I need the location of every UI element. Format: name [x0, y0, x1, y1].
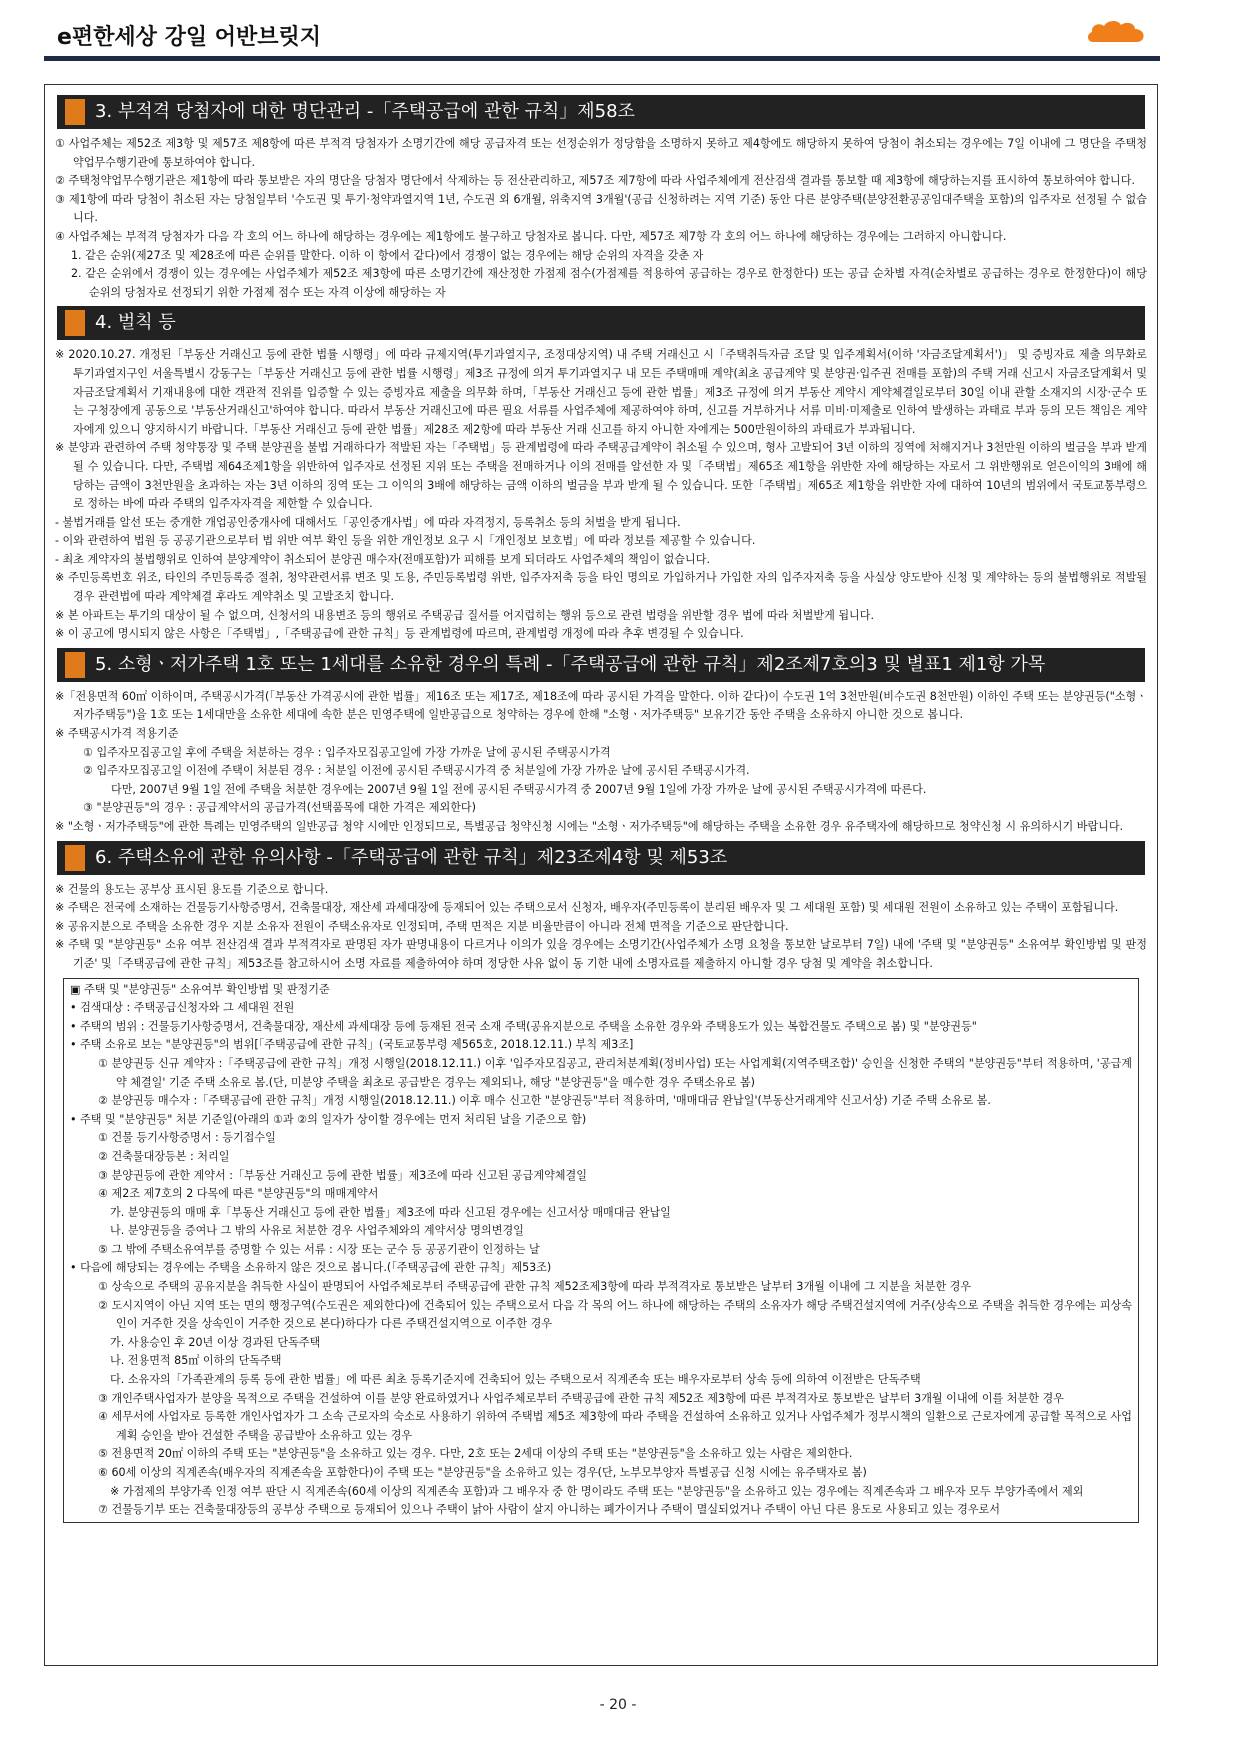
notice-line: ④ 세무서에 사업자로 등록한 개인사업자가 그 소속 근로자의 숙소로 사용하기 위하여 주택법 제5조 제3항에 따라 주택을 건설하여 소유하고 있거나 사업주체가 정부시책의 일환으로 근로자에게 공급할 목적으로 사업계획 승인을 받아 건설한 주택을 공급받아 소유하고 있는 경우 [98, 1410, 1132, 1442]
notice-line: ① 건물 등기사항증명서 : 등기접수일 [98, 1131, 276, 1145]
notice-line: ▣ 주택 및 "분양권등" 소유여부 확인방법 및 판정기준 [70, 982, 330, 996]
notice-line: • 다음에 해당되는 경우에는 주택을 소유하지 않은 것으로 봅니다.(「주택공급에 관한 규칙」제53조) [70, 1261, 552, 1275]
notice-line: 나. 전용면적 85㎡ 이하의 단독주택 [110, 1354, 282, 1368]
notice-line: • 주택 및 "분양권등" 처분 기준일(아래의 ①과 ②의 일자가 상이할 경우에는 먼저 처리된 날을 기준으로 함) [70, 1112, 587, 1126]
notice-line: ③ 개인주택사업자가 분양을 목적으로 주택을 건설하여 이를 분양 완료하였거나 사업주체로부터 주택공급에 관한 규칙 제52조 제3항에 따른 부적격자로 통보받은 날부터 3개월 이내에 이를 처분한 경우 [98, 1391, 1064, 1405]
header-underline [44, 56, 1160, 61]
section-body [55, 881, 1147, 974]
notice-line: 가. 사용승인 후 20년 이상 경과된 단독주택 [110, 1335, 321, 1349]
notice-line: ④ 사업주체는 부적격 당첨자가 다음 각 호의 어느 하나에 해당하는 경우에는 제1항에도 불구하고 당첨자로 봅니다. 다만, 제57조 제7항 각 호의 어느 하나에 해당하는 경우에는 그러하지 아니합니다. [55, 229, 1007, 243]
notice-line: ※ 이 공고에 명시되지 않은 사항은「주택법」,「주택공급에 관한 규칙」등 관계법령에 따르며, 관계법령 개정에 따라 추후 변경될 수 있습니다. [55, 627, 744, 641]
notice-line: ⑦ 건물등기부 또는 건축물대장등의 공부상 주택으로 등재되어 있으나 주택이 낡아 사람이 살지 아니하는 폐가이거나 주택이 멸실되었거나 주택이 아닌 다른 용도로 사용되고 있는 경우로서 [98, 1503, 1000, 1517]
notice-line: • 주택의 범위 : 건물등기사항증명서, 건축물대장, 재산세 과세대장 등에 등재된 전국 소재 주택(공유지분으로 주택을 소유한 경우와 주택용도가 있는 복합건물도 주택으로 봄) 및 "분양권등" [70, 1019, 977, 1033]
notice-line: ③ 제1항에 따라 당첨이 취소된 자는 당첨일부터 '수도권 및 투기·청약과열지역 1년, 수도권 외 6개월, 위축지역 3개월'(공급 신청하려는 지역 기준) 동안 다른 분양주택(분양전환공공임대주택을 포함)의 입주자로 선정될 수 없습니다. [55, 192, 1147, 225]
section-heading: 5. 소형ㆍ저가주택 1호 또는 1세대를 소유한 경우의 특례 -「주택공급에 관한 규칙」제2조제7호의3 및 별표1 제1항 가목 [57, 648, 1145, 682]
notice-line: • 주택 소유로 보는 "분양권등"의 범위[「주택공급에 관한 규칙」(국토교통부령 제565호, 2018.12.11.) 부칙 제3조] [70, 1038, 634, 1052]
notice-line: - 불법거래를 알선 또는 중개한 개업공인중개사에 대해서도「공인중개사법」에 따라 자격정지, 등록취소 등의 처벌을 받게 됩니다. [55, 515, 681, 529]
notice-line: 1. 같은 순위(제27조 및 제28조에 따른 순위를 말한다. 이하 이 항에서 같다)에서 경쟁이 없는 경우에는 해당 순위의 자격을 갖춘 자 [71, 248, 704, 262]
notice-line: ※ 2020.10.27. 개정된「부동산 거래신고 등에 관한 법률 시행령」에 따라 규제지역(투기과열지구, 조정대상지역) 내 주택 거래신고 시「주택취득자금 조달 및 입주계획서(이하 '자금조달계획서')」 및 증빙자료 제출 의무화로 투기과열지구인 서울특별시 강동구는「부동산 거래신고 등에 관한 법률 시행령」제3조 규정에 의거 투기과열지구 내 모든 주택매매 계약(최초 공급계약 및 분양권·입주권 전매를 포함)의 주택 거래 신고시 자금조달계획서 및 자금조달계획서 기재내용에 대한 객관적 진위를 입증할 수 있는 증빙자료 제출을 의무화 하며,「부동산 거래신고 등에 관한 법률」제3조 규정에 의거 부동산 계약시 계약체결일로부터 30일 이내 관할 소재지의 시장·군수 또는 구청장에게 공동으로 '부동산거래신고'하여야 합니다. 따라서 부동산 거래신고에 따른 필요 서류를 사업주체에 제공하여야 하며, 신고를 거부하거나 서류 미비·미제출로 인하여 발생하는 과태료 부과 등의 모든 책임은 계약자에게 있으니 양지하시기 바랍니다.「부동산 거래신고 등에 관한 법률」제28조 제2항에 따라 부동산 거래 신고를 하지 아니한 자에게는 500만원이하의 과태료가 부과됩니다. [55, 348, 1147, 436]
notice-line: ④ 제2조 제7호의 2 다목에 따른 "분양권등"의 매매계약서 [98, 1187, 379, 1201]
section-body [55, 688, 1147, 837]
notice-line: 2. 같은 순위에서 경쟁이 있는 경우에는 사업주체가 제52조 제3항에 따른 소명기간에 재산정한 가점제 점수(가점제를 적용하여 공급하는 경우로 한정한다) 또는 공급 순차별 자격(순차별로 공급하는 경우로 한정한다)이 해당 순위의 당첨자로 선정되기 위한 가점제 점수 또는 자격 이상에 해당하는 자 [71, 267, 1147, 299]
section-heading: 3. 부적격 당첨자에 대한 명단관리 -「주택공급에 관한 규칙」제58조 [57, 95, 1145, 129]
notice-line: ※ 주택공시가격 적용기준 [55, 727, 179, 741]
notice-line: ※ 분양과 관련하여 주택 청약통장 및 주택 분양권을 불법 거래하다가 적발된 자는「주택법」등 관계법령에 따라 주택공급계약이 취소될 수 있으며, 형사 고발되어 3년 이하의 징역에 처해지거나 3천만원 이하의 벌금을 부과 받게 될 수 있습니다. 다만, 주택법 제64조제1항을 위반하여 입주자로 선정된 지위 또는 주택을 전매하거나 이의 전매를 알선한 자 및「주택법」제65조 제1항을 위반한 자에 해당하는 자로서 그 위반행위로 얻은이익의 3배에 해당하는 금액이 3천만원을 초과하는 자는 3년 이하의 징역 또는 그 이익의 3배에 해당하는 금액 이하의 벌금을 부과 받게 될 수 있습니다. 또한「주택법」제65조 제1항을 위반한 자에 대하여 10년의 범위에서 국토교통부령으로 정하는 바에 따라 주택의 입주자자격을 제한할 수 있습니다. [55, 441, 1147, 511]
notice-line: ⑥ 60세 이상의 직계존속(배우자의 직계존속을 포함한다)이 주택 또는 "분양권등"을 소유하고 있는 경우(단, 노부모부양자 특별공급 신청 시에는 유주택자로 봄) [98, 1466, 867, 1479]
notice-line: 다만, 2007년 9월 1일 전에 주택을 처분한 경우에는 2007년 9월 1일 전에 공시된 주택공시가격 중 2007년 9월 1일에 가장 가까운 날에 공시된 주택공시가격에 따른다. [111, 782, 927, 796]
notice-line: ② 입주자모집공고일 이전에 주택이 처분된 경우 : 처분일 이전에 공시된 주택공시가격 중 처분일에 가장 가까운 날에 공시된 주택공시가격. [83, 764, 750, 778]
notice-line: ③ 분양권등에 관한 계약서 :「부동산 거래신고 등에 관한 법률」제3조에 따라 신고된 공급계약체결일 [98, 1168, 587, 1182]
notice-line: ※ 주택은 전국에 소재하는 건물등기사항증명서, 건축물대장, 재산세 과세대장에 등재되어 있는 주택으로서 신청자, 배우자(주민등록이 분리된 배우자 및 그 세대원 포함) 및 세대원 전원이 소유하고 있는 주택이 포함됩니다. [55, 901, 1119, 915]
notice-line: ⑤ 전용면적 20㎡ 이하의 주택 또는 "분양권등"을 소유하고 있는 경우. 다만, 2호 또는 2세대 이상의 주택 또는 "분양권등"을 소유하고 있는 사람은 제외한다. [98, 1447, 853, 1461]
notice-line: ⑤ 그 밖에 주택소유여부를 증명할 수 있는 서류 : 시장 또는 군수 등 공공기관이 인정하는 날 [98, 1242, 540, 1256]
notice-line: ※ 공유지분으로 주택을 소유한 경우 지분 소유자 전원이 주택소유자로 인정되며, 주택 면적은 지분 비율만큼이 아니라 전체 면적을 기준으로 판단합니다. [55, 919, 789, 933]
notice-line: ① 사업주체는 제52조 제3항 및 제57조 제8항에 따른 부적격 당첨자가 소명기간에 해당 공급자격 또는 선정순위가 정당함을 소명하지 못하고 제4항에도 해당하지 못하여 당첨이 취소되는 경우에는 7일 이내에 그 명단을 주택청약업무수행기관에 통보하여야 합니다. [55, 137, 1147, 169]
notice-line: ① 입주자모집공고일 후에 주택을 처분하는 경우 : 입주자모집공고일에 가장 가까운 날에 공시된 주택공시가격 [83, 745, 611, 759]
notice-line: ※ 건물의 용도는 공부상 표시된 용도를 기준으로 합니다. [55, 882, 329, 896]
page-number: - 20 - [599, 1697, 637, 1713]
notice-line: ※ 가점제의 부양가족 인정 여부 판단 시 직계존속(60세 이상의 직계존속 포함)과 그 배우자 중 한 명이라도 주택 또는 "분양권등"을 소유하고 있는 경우에는 직계존속과 그 배우자 모두 부양가족에서 제외 [110, 1484, 1084, 1498]
orange-cloud-logo-icon [1085, 18, 1147, 46]
notice-line: ※ 본 아파트는 투기의 대상이 될 수 없으며, 신청서의 내용변조 등의 행위로 주택공급 질서를 어지럽히는 행위 등으로 관련 법령을 위반할 경우 법에 따라 처벌받게 됩니다. [55, 608, 874, 622]
notice-line: ② 분양권등 매수자 :「주택공급에 관한 규칙」개정 시행일(2018.12.11.) 이후 매수 신고한 "분양권등"부터 적용하며, '매매대금 완납일'(부동산거래계약 신고서상) 기준 주택 소유로 봄. [98, 1094, 991, 1108]
section-body [55, 135, 1147, 302]
header-title: e편한세상 강일 어반브릿지 [57, 25, 322, 50]
section-heading: 4. 벌칙 등 [57, 306, 1145, 340]
notice-line: 나. 분양권등을 증여나 그 밖의 사유로 처분한 경우 사업주체와의 계약서상 명의변경일 [110, 1224, 524, 1238]
notice-frame [44, 84, 1158, 1666]
section-heading: 6. 주택소유에 관한 유의사항 -「주택공급에 관한 규칙」제23조제4항 및 제53조 [57, 841, 1145, 875]
notice-line: - 최초 계약자의 불법행위로 인하여 분양계약이 취소되어 분양권 매수자(전매포함)가 피해를 보게 되더라도 사업주체의 책임이 없습니다. [55, 552, 710, 566]
notice-line: ② 건축물대장등본 : 처리일 [98, 1149, 230, 1163]
ownership-criteria-box [63, 978, 1139, 1523]
page-header [0, 0, 1236, 62]
notice-line: ※ 주택 및 "분양권등" 소유 여부 전산검색 결과 부적격자로 판명된 자가 판명내용이 다르거나 이의가 있을 경우에는 소명기간(사업주체가 소명 요청을 통보한 날로부터 7일) 내에 '주택 및 "분양권등" 소유여부 확인방법 및 판정기준' 및「주택공급에 관한 규칙」제53조를 참고하시어 소명 자료를 제출하여야 하며 정당한 사유 없이 동 기한 내에 소명자료를 제출하지 아니할 경우 당첨 및 계약을 취소합니다. [55, 938, 1147, 970]
notice-line: - 이와 관련하여 법원 등 공공기관으로부터 법 위반 여부 확인 등을 위한 개인정보 요구 시「개인정보 보호법」에 따라 정보를 제공할 수 있습니다. [55, 534, 756, 548]
notice-line: ① 분양권등 신규 계약자 :「주택공급에 관한 규칙」개정 시행일(2018.12.11.) 이후 '입주자모집공고, 관리처분계획(정비사업) 또는 사업계획(지역주택조합)' 승인을 신청한 주택의 "분양권등"부터 적용하며, '공급계약 체결일' 기준 주택 소유로 봄.(단, 미분양 주택을 최초로 공급받은 경우는 제외되나, 해당 "분양권등"을 매수한 경우 주택소유로 봄) [98, 1056, 1132, 1089]
notice-line: 다. 소유자의「가족관계의 등록 등에 관한 법률」에 따른 최초 등록기준지에 건축되어 있는 주택으로서 직계존속 또는 배우자로부터 상속 등에 의하여 이전받은 단독주택 [110, 1373, 921, 1387]
notice-line: ② 도시지역이 아닌 지역 또는 면의 행정구역(수도권은 제외한다)에 건축되어 있는 주택으로서 다음 각 목의 어느 하나에 해당하는 주택의 소유자가 해당 주택건설지역에 거주(상속으로 주택을 취득한 경우에는 피상속인이 거주한 것을 상속인이 거주한 것으로 본다)하다가 다른 주택건설지역으로 이주한 경우 [98, 1298, 1132, 1331]
notice-line: 가. 분양권등의 매매 후「부동산 거래신고 등에 관한 법률」제3조에 따라 신고된 경우에는 신고서상 매매대금 완납일 [110, 1205, 671, 1219]
notice-line: ※ "소형ㆍ저가주택등"에 관한 특례는 민영주택의 일반공급 청약 시에만 인정되므로, 특별공급 청약신청 시에는 "소형ㆍ저가주택등"에 해당하는 주택을 소유한 경우 유주택자에 해당하므로 청약신청 시 유의하시기 바랍니다. [55, 820, 1124, 833]
notice-line: ② 주택청약업무수행기관은 제1항에 따라 통보받은 자의 명단을 당첨자 명단에서 삭제하는 등 전산관리하고, 제57조 제7항에 따라 사업주체에게 전산검색 결과를 통보할 때 제3항에 해당하는지를 표시하여 통보하여야 합니다. [55, 174, 1135, 188]
section-body [55, 346, 1147, 644]
notice-line: ③ "분양권등"의 경우 : 공급계약서의 공급가격(선택품목에 대한 가격은 제외한다) [83, 801, 476, 815]
notice-line: • 검색대상 : 주택공급신청자와 그 세대원 전원 [70, 1001, 295, 1015]
notice-line: ※「전용면적 60㎡ 이하이며, 주택공시가격(「부동산 가격공시에 관한 법률」제16조 또는 제17조, 제18조에 따라 공시된 가격을 말한다. 이하 같다)이 수도권 1억 3천만원(비수도권 8천만원) 이하인 주택 또는 분양권등("소형ㆍ저가주택등")을 1호 또는 1세대만을 소유한 세대에 속한 분은 민영주택에 일반공급으로 청약하는 경우에 한해 "소형ㆍ저가주택등" 보유기간 동안 주택을 소유하지 아니한 것으로 봅니다. [55, 689, 1147, 722]
notice-line: ※ 주민등록번호 위조, 타인의 주민등록증 절취, 청약관련서류 변조 및 도용, 주민등록법령 위반, 입주자저축 등을 타인 명의로 가입하거나 가입한 자의 입주자저축 등을 사실상 양도받아 신청 및 계약하는 등의 불법행위로 적발될 경우 관련법에 따라 계약체결 후라도 계약취소 및 고발조치 합니다. [55, 571, 1147, 604]
notice-line: ① 상속으로 주택의 공유지분을 취득한 사실이 판명되어 사업주체로부터 주택공급에 관한 규칙 제52조제3항에 따라 부적격자로 통보받은 날부터 3개월 이내에 그 지분을 처분한 경우 [98, 1280, 972, 1294]
